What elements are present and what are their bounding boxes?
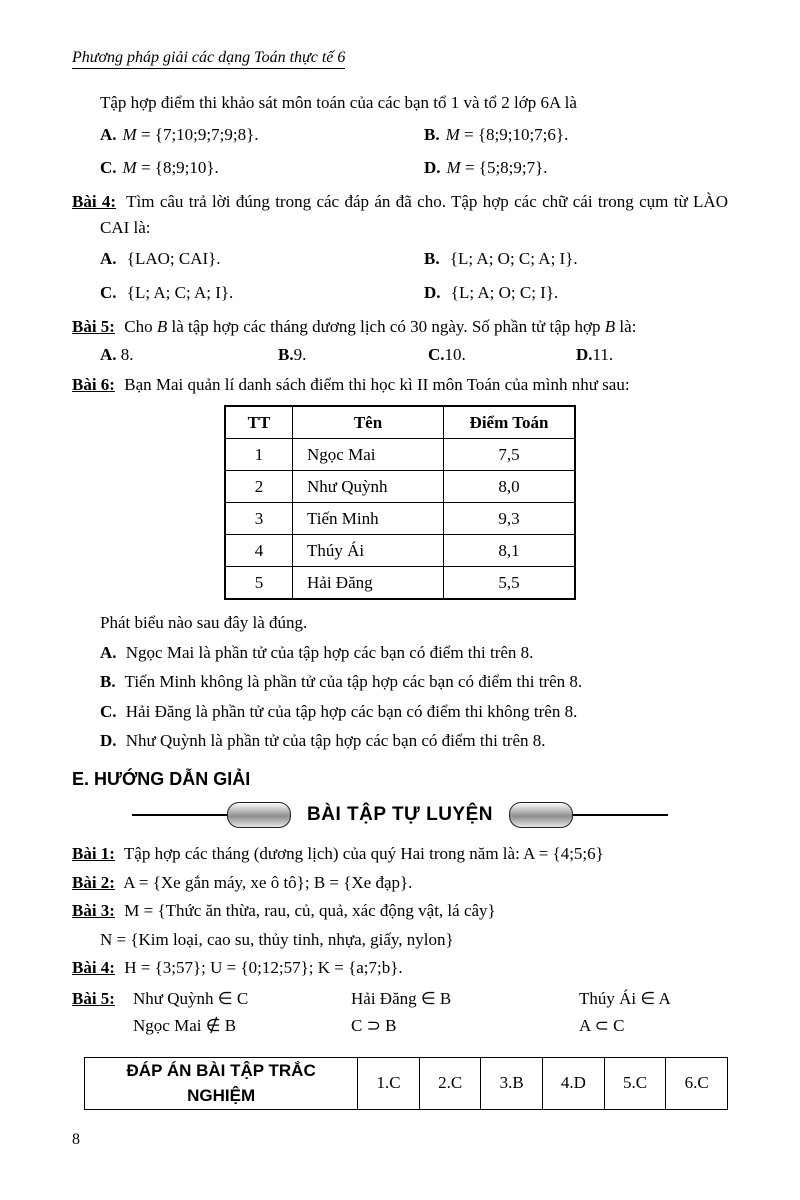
statement-text: Như Quỳnh là phần tử của tập hợp các bạn có điểm thi trên 8.	[121, 731, 546, 750]
option-label: C.	[428, 345, 445, 364]
q6-statement-intro: Phát biểu nào sau đây là đúng.	[100, 613, 308, 632]
q5-intro-text: Cho	[119, 316, 157, 336]
statement-text: Hải Đăng là phần tử của tập hợp các bạn có điểm thi không trên 8.	[121, 701, 578, 721]
math-variable: B	[604, 316, 616, 336]
practice-banner	[132, 801, 668, 830]
cell-name: Tiến Minh	[293, 503, 444, 535]
q5-intro-text: là:	[615, 316, 637, 336]
q4-option-c	[100, 278, 424, 308]
membership-statement: Hải Đăng ∈ B	[351, 988, 452, 1008]
option-text: = {8;9;10}.	[136, 158, 219, 178]
q4-option-b	[424, 244, 728, 274]
q5-option-c	[428, 342, 576, 368]
statement-a	[72, 640, 728, 666]
q6-statements	[72, 640, 728, 754]
membership-statement: Ngọc Mai ∉ B	[133, 1016, 237, 1035]
option-label: B.	[424, 124, 440, 144]
math-variable: M	[122, 158, 137, 178]
option-label: A.	[100, 249, 117, 268]
solution-text: H = {3;57}; U = {0;12;57}; K = {a;7;b}.	[119, 958, 403, 977]
q4-option-a	[100, 244, 424, 274]
banner-line-left	[132, 814, 227, 816]
cell-name: Thúy Ái	[293, 535, 444, 567]
option-text: 8.	[116, 345, 134, 364]
cell-tt: 3	[225, 503, 293, 535]
membership-statement: A ⊂ C	[579, 1016, 625, 1035]
option-text: = {5;8;9;7}.	[460, 158, 548, 178]
table-row	[225, 535, 575, 567]
solution-label: Bài 1:	[72, 844, 115, 863]
option-text: 9.	[293, 345, 307, 364]
option-text: {L; A; O; C; A; I}.	[445, 249, 578, 268]
score-table	[224, 405, 576, 600]
table-row	[225, 439, 575, 471]
answer-key-table	[84, 1057, 728, 1110]
score-table-header	[225, 406, 575, 439]
q5-intro-text: là tập hợp các tháng dương lịch có 30 ngày. Số phần tử tập hợp	[167, 316, 605, 336]
option-label: D.	[424, 282, 441, 302]
solution-text: A = {Xe gắn máy, xe ô tô}; B = {Xe đạp}.	[119, 872, 413, 892]
table-row	[225, 567, 575, 600]
table-row	[225, 503, 575, 535]
option-text: = {7;10;9;7;9;8}.	[136, 124, 259, 144]
answer-cell-6: 6.C	[666, 1057, 728, 1109]
cell-score: 5,5	[444, 567, 576, 600]
score-table-body	[225, 439, 575, 600]
table-header-row	[225, 406, 575, 439]
q3-intro: Tập hợp điểm thi khảo sát môn toán của các bạn tổ 1 và tổ 2 lớp 6A là	[100, 93, 577, 112]
q5-intro	[72, 314, 728, 340]
column-header-tt: TT	[225, 406, 293, 439]
solution-bai-2	[72, 870, 728, 896]
q5-option-a	[100, 342, 278, 368]
option-label: D.	[424, 158, 441, 178]
option-text: 11.	[592, 345, 614, 364]
q5-option-d	[576, 342, 728, 368]
cell-score: 8,0	[444, 471, 576, 503]
q4-intro	[72, 189, 728, 240]
solution-label: Bài 3:	[72, 901, 115, 920]
cell-score: 7,5	[444, 439, 576, 471]
solution-text: Tập hợp các tháng (dương lịch) của quý Hai trong năm là: A = {4;5;6}	[119, 844, 604, 863]
cell-score: 9,3	[444, 503, 576, 535]
q6-intro	[72, 372, 728, 398]
math-variable: M	[446, 158, 461, 178]
solution-bai-5-row2	[72, 1013, 728, 1039]
q3-option-d	[424, 153, 728, 183]
statement-c	[72, 699, 728, 725]
cell-tt: 2	[225, 471, 293, 503]
running-head	[72, 44, 728, 70]
cell-tt: 5	[225, 567, 293, 600]
q3-option-c	[100, 153, 424, 183]
option-label: A.	[100, 124, 117, 144]
statement-text: Ngọc Mai là phần tử của tập hợp các bạn có điểm thi trên 8.	[121, 642, 534, 662]
statement-text: Tiến Minh không là phần tử của tập hợp các bạn có điểm thi trên 8.	[120, 672, 583, 691]
membership-statement: Như Quỳnh ∈ C	[133, 988, 249, 1008]
cell-tt: 1	[225, 439, 293, 471]
math-variable: M	[445, 124, 460, 144]
q4-label: Bài 4:	[72, 192, 117, 211]
q6-label: Bài 6:	[72, 374, 115, 394]
statement-d	[72, 728, 728, 754]
solution-text: M = {Thức ăn thừa, rau, củ, quả, xác động vật, lá cây}	[119, 901, 496, 920]
q5-option-b	[278, 342, 428, 368]
option-label: A.	[100, 345, 117, 364]
answer-cell-4: 4.D	[543, 1057, 605, 1109]
q4-option-d	[424, 278, 728, 308]
cell-name: Ngọc Mai	[293, 439, 444, 471]
math-variable: B	[156, 316, 168, 336]
q3-option-b	[424, 120, 728, 150]
membership-statement: Thúy Ái ∈ A	[579, 988, 671, 1008]
solution-bai-3	[72, 898, 728, 924]
solution-label: Bài 2:	[72, 872, 115, 892]
q4-options	[72, 244, 728, 308]
banner-line-right	[573, 814, 668, 816]
solution-bai-4	[72, 955, 728, 981]
q5-options	[72, 342, 728, 368]
section-heading: E. HƯỚNG DẪN GIẢI	[72, 768, 251, 789]
answer-cell-1: 1.C	[358, 1057, 420, 1109]
option-label: C.	[100, 158, 117, 178]
solution-bai-3-line2: N = {Kim loại, cao su, thủy tinh, nhựa, giấy, nylon}	[100, 929, 454, 949]
cell-tt: 4	[225, 535, 293, 567]
banner-scroll-right-icon	[509, 802, 573, 828]
membership-statement: C ⊃ B	[351, 1016, 397, 1035]
option-label: D.	[576, 345, 593, 364]
q5-label: Bài 5:	[72, 316, 115, 336]
cell-name: Hải Đăng	[293, 567, 444, 600]
option-label: B.	[424, 249, 440, 268]
answer-cell-3: 3.B	[481, 1057, 543, 1109]
solution-bai-1	[72, 841, 728, 867]
cell-name: Như Quỳnh	[293, 471, 444, 503]
q6-intro-text: Bạn Mai quản lí danh sách điểm thi học kì II môn Toán của mình như sau:	[119, 374, 630, 394]
q3-option-a	[100, 120, 424, 150]
math-variable: M	[122, 124, 137, 144]
option-text: {L; A; O; C; I}.	[446, 282, 559, 302]
option-text: {L; A; C; A; I}.	[122, 282, 234, 302]
option-text: 10.	[444, 345, 466, 364]
answer-key-row	[85, 1057, 728, 1109]
solution-label: Bài 5:	[72, 988, 115, 1008]
statement-label: C.	[100, 701, 117, 721]
q4-intro-text: Tìm câu trả lời đúng trong các đáp án đã cho. Tập hợp các chữ cái trong cụm từ LÀO CAI là:	[100, 192, 728, 237]
answer-key-title: ĐÁP ÁN BÀI TẬP TRẮC NGHIỆM	[85, 1057, 358, 1109]
option-label: C.	[100, 282, 117, 302]
answer-cell-2: 2.C	[419, 1057, 481, 1109]
solution-bai-5-row1	[72, 986, 728, 1012]
option-text: {LAO; CAI}.	[122, 249, 221, 268]
answer-cell-5: 5.C	[604, 1057, 666, 1109]
statement-label: B.	[100, 672, 116, 691]
running-head-text: Phương pháp giải các dạng Toán thực tế 6	[72, 49, 345, 69]
banner-scroll-left-icon	[227, 802, 291, 828]
statement-label: D.	[100, 731, 117, 750]
column-header-score: Điểm Toán	[444, 406, 576, 439]
cell-score: 8,1	[444, 535, 576, 567]
option-label: B.	[278, 345, 294, 364]
option-text: = {8;9;10;7;6}.	[459, 124, 569, 144]
table-row	[225, 471, 575, 503]
statement-label: A.	[100, 642, 117, 662]
q3-options	[72, 120, 728, 184]
page-number: 8	[72, 1130, 80, 1148]
statement-b	[72, 669, 728, 695]
solution-label: Bài 4:	[72, 958, 115, 977]
column-header-name: Tên	[293, 406, 444, 439]
banner-title: BÀI TẬP TỰ LUYỆN	[307, 803, 493, 825]
